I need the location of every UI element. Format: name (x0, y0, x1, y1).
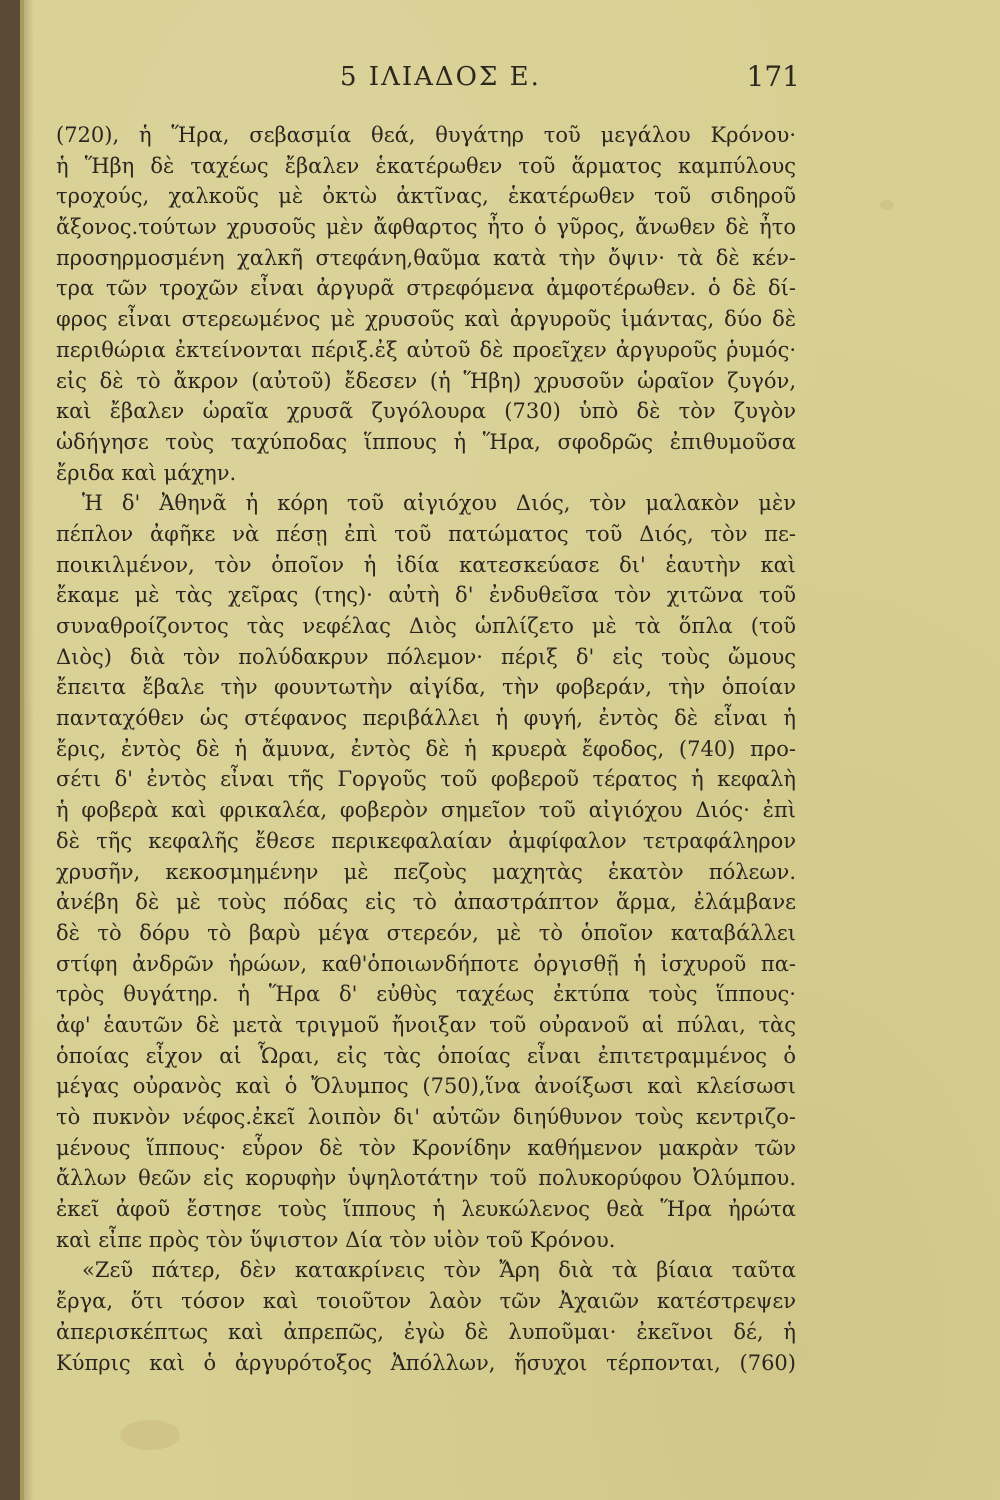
text-line: Κύπρις καὶ ὁ ἀργυρότοξος Ἀπόλλων, ἥσυχοι τέρπονται, (760) (56, 1350, 796, 1375)
text-line: πανταχόθεν ὡς στέφανος περιβάλλει ἡ φυγή, ἐντὸς δὲ εἶναι ἡ (56, 706, 796, 731)
text-line: ἀφ' ἑαυτῶν δὲ μετὰ τριγμοῦ ἤνοιξαν τοῦ οὐρανοῦ αἱ πύλαι, τὰς (56, 1012, 796, 1037)
text-line: εἰς δὲ τὸ ἄκρον (αὐτοῦ) ἔδεσεν (ἡ Ἥβη) χρυσοῦν ὡραῖον ζυγόν, (56, 368, 796, 393)
text-line: ἀπερισκέπτως καὶ ἀπρεπῶς, ἐγὼ δὲ λυποῦμαι· ἐκεῖνοι δέ, ἡ (56, 1319, 796, 1344)
text-line: ἀνέβη δὲ μὲ τοὺς πόδας εἰς τὸ ἀπαστράπτον ἅρμα, ἐλάμβανε (56, 890, 796, 915)
text-line: χρυσῆν, κεκοσμημένην μὲ πεζοὺς μαχητὰς ἑκατὸν πόλεων. (56, 859, 796, 884)
running-title: 5 ΙΛΙΑΔΟΣ Ε. (340, 62, 541, 92)
text-line: ἔπειτα ἔβαλε τὴν φουντωτὴν αἰγίδα, τὴν φοβεράν, τὴν ὁποίαν (56, 675, 796, 700)
text-line: τρα τῶν τροχῶν εἶναι ἀργυρᾶ στρεφόμενα ἀμφοτέρωθεν. ὁ δὲ δί- (56, 276, 796, 301)
book-spine (0, 0, 20, 1500)
paper-spot (880, 200, 894, 210)
text-line: περιθώρια ἐκτείνονται πέριξ.ἐξ αὐτοῦ δὲ προεῖχεν ἀργυροῦς ῥυμός· (56, 337, 796, 362)
page-number: 171 (746, 60, 800, 93)
text-line: ἔρις, ἐντὸς δὲ ἡ ἄμυνα, ἐντὸς δὲ ἡ κρυερὰ ἔφοδος, (740) προ- (56, 736, 796, 761)
text-line: ἄλλων θεῶν εἰς κορυφὴν ὑψηλοτάτην τοῦ πολυκορύφου Ὀλύμπου. (56, 1166, 796, 1191)
text-line: ἄξονος.τούτων χρυσοῦς μὲν ἄφθαρτος ἦτο ὁ γῦρος, ἄνωθεν δὲ ἦτο (56, 215, 796, 240)
text-line: (720), ἡ Ἥρα, σεβασμία θεά, θυγάτηρ τοῦ μεγάλου Κρόνου· (56, 123, 796, 147)
text-line: σέτι δ' ἐντὸς εἶναι τῆς Γοργοῦς τοῦ φοβεροῦ τέρατος ἡ κεφαλὴ (56, 767, 796, 792)
text-line: τροχούς, χαλκοῦς μὲ ὀκτὼ ἀκτῖνας, ἑκατέρωθεν τοῦ σιδηροῦ (56, 184, 796, 209)
text-line: πέπλον ἀφῆκε νὰ πέσῃ ἐπὶ τοῦ πατώματος τοῦ Διός, τὸν πε- (56, 521, 796, 546)
text-line: στίφη ἀνδρῶν ἡρώων, καθ'ὁποιωνδήποτε ὀργισθῇ ἡ ἰσχυροῦ πα- (56, 951, 796, 976)
text-line: τρὸς θυγάτηρ. ἡ Ἥρα δ' εὐθὺς ταχέως ἐκτύπα τοὺς ἵππους· (56, 982, 796, 1007)
text-line: ἔριδα καὶ μάχην. (56, 460, 237, 485)
text-line: μένους ἵππους· εὗρον δὲ τὸν Κρονίδην καθήμενον μακρὰν τῶν (56, 1135, 796, 1160)
text-line: τὸ πυκνὸν νέφος.ἐκεῖ λοιπὸν δι' αὐτῶν διηύθυνον τοὺς κεντριζο- (56, 1105, 796, 1129)
paper-spot (120, 1420, 180, 1450)
text-line: μέγας οὐρανὸς καὶ ὁ Ὄλυμπος (750),ἵνα ἀνοίξωσι καὶ κλείσωσι (56, 1074, 796, 1099)
text-line: καὶ εἶπε πρὸς τὸν ὕψιστον Δία τὸν υἱὸν τοῦ Κρόνου. (56, 1227, 616, 1252)
text-line: δὲ τῆς κεφαλῆς ἔθεσε περικεφαλαίαν ἀμφίφαλον τετραφάληρον (56, 828, 796, 853)
text-line: Διὸς) διὰ τὸν πολύδακρυν πόλεμον· πέριξ δ' εἰς τοὺς ὤμους (56, 644, 796, 669)
text-line: καὶ ἔβαλεν ὡραῖα χρυσᾶ ζυγόλουρα (730) ὑπὸ δὲ τὸν ζυγὸν (56, 399, 796, 424)
text-line: ὡδήγησε τοὺς ταχύποδας ἵππους ἡ Ἥρα, σφοδρῶς ἐπιθυμοῦσα (56, 429, 796, 454)
body-text (56, 120, 796, 1410)
text-line: ἡ φοβερὰ καὶ φρικαλέα, φοβερὸν σημεῖον τοῦ αἰγιόχου Διός· ἐπὶ (56, 798, 796, 823)
text-line: ἔργα, ὅτι τόσον καὶ τοιοῦτον λαὸν τῶν Ἀχαιῶν κατέστρεψεν (56, 1289, 796, 1314)
text-line: ἡ Ἥβη δὲ ταχέως ἔβαλεν ἑκατέρωθεν τοῦ ἅρματος καμπύλους (56, 153, 796, 178)
page-gutter-shadow (24, 0, 34, 1500)
text-line: «Ζεῦ πάτερ, δὲν κατακρίνεις τὸν Ἄρη διὰ τὰ βίαια ταῦτα (82, 1258, 796, 1283)
page-header (330, 60, 800, 104)
text-line: ἔκαμε μὲ τὰς χεῖρας (της)· αὐτὴ δ' ἐνδυθεῖσα τὸν χιτῶνα τοῦ (56, 583, 796, 608)
text-line: Ἡ δ' Ἀθηνᾶ ἡ κόρη τοῦ αἰγιόχου Διός, τὸν μαλακὸν μὲν (82, 491, 796, 516)
text-line: ὁποίας εἶχον αἱ Ὧραι, εἰς τὰς ὁποίας εἶναι ἐπιτετραμμένος ὁ (56, 1043, 796, 1068)
text-line: ἐκεῖ ἀφοῦ ἔστησε τοὺς ἵππους ἡ λευκώλενος θεὰ Ἥρα ἠρώτα (56, 1197, 796, 1222)
text-line: συναθροίζοντος τὰς νεφέλας Διὸς ὡπλίζετο μὲ τὰ ὅπλα (τοῦ (56, 614, 796, 638)
text-line: φρος εἶναι στερεωμένος μὲ χρυσοῦς καὶ ἀργυροῦς ἱμάντας, δύο δὲ (56, 307, 796, 332)
text-line: δὲ τὸ δόρυ τὸ βαρὺ μέγα στερεόν, μὲ τὸ ὁποῖον καταβάλλει (56, 920, 796, 945)
text-line: ποικιλμένον, τὸν ὁποῖον ἡ ἰδία κατεσκεύασε δι' ἑαυτὴν καὶ (56, 552, 796, 577)
text-line: προσηρμοσμένη χαλκῆ στεφάνη,θαῦμα κατὰ τὴν ὄψιν· τὰ δὲ κέν- (56, 245, 796, 270)
